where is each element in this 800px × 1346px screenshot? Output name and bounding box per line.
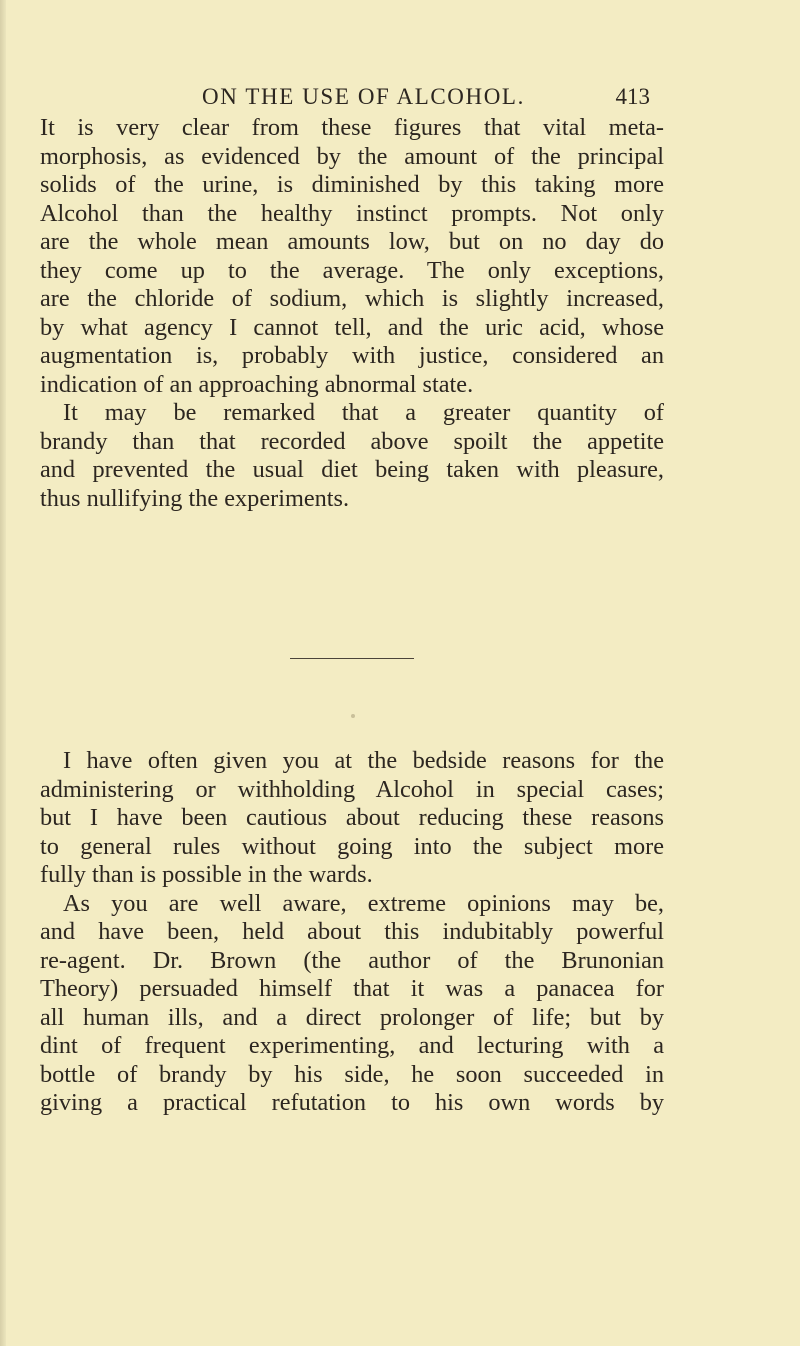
- text-line: and have been, held about this indubitably powerful: [40, 918, 664, 945]
- text-line: indication of an approaching abnormal state.: [40, 370, 474, 398]
- text-line: are the chloride of sodium, which is slightly increased,: [40, 285, 664, 312]
- page-number: 413: [615, 84, 650, 109]
- text-line: Theory) persuaded himself that it was a panacea for: [40, 975, 664, 1002]
- text-line: by what agency I cannot tell, and the uric acid, whose: [40, 313, 664, 341]
- section-divider-rule: [290, 658, 414, 659]
- running-title: ON THE USE OF ALCOHOL.: [202, 84, 525, 109]
- text-line: Alcohol than the healthy instinct prompts. Not only: [40, 199, 664, 227]
- text-line: administering or withholding Alcohol in special cases;: [40, 775, 664, 803]
- running-head: [160, 84, 650, 114]
- text-line: but I have been cautious about reducing these reasons: [40, 804, 664, 831]
- text-line: dint of frequent experimenting, and lecturing with a: [40, 1032, 664, 1059]
- text-line: and prevented the usual diet being taken with pleasure,: [40, 456, 664, 483]
- paragraph-block-2: [40, 747, 664, 1118]
- text-line: brandy than that recorded above spoilt the appetite: [40, 427, 664, 455]
- text-line: to general rules without going into the subject more: [40, 832, 664, 860]
- text-line: It is very clear from these figures that vital meta-: [40, 114, 664, 141]
- text-line: augmentation is, probably with justice, considered an: [40, 342, 664, 369]
- text-line: all human ills, and a direct prolonger of life; but by: [40, 1003, 664, 1031]
- text-line: I have often given you at the bedside reasons for the: [63, 747, 664, 774]
- text-line: morphosis, as evidenced by the amount of the principal: [40, 142, 664, 170]
- paragraph-block-1: [40, 114, 664, 513]
- text-line: fully than is possible in the wards.: [40, 861, 373, 888]
- paper-speck: [351, 714, 355, 718]
- text-line: re-agent. Dr. Brown (the author of the Brunonian: [40, 946, 664, 974]
- text-line: bottle of brandy by his side, he soon succeeded in: [40, 1060, 664, 1088]
- text-line: giving a practical refutation to his own words by: [40, 1089, 664, 1116]
- text-line: are the whole mean amounts low, but on no day do: [40, 228, 664, 255]
- text-line: It may be remarked that a greater quantity of: [63, 399, 664, 426]
- text-line: they come up to the average. The only exceptions,: [40, 256, 664, 284]
- text-line: As you are well aware, extreme opinions may be,: [63, 889, 664, 917]
- text-line: solids of the urine, is diminished by this taking more: [40, 171, 664, 198]
- text-line: thus nullifying the experiments.: [40, 484, 350, 512]
- page-edge-shadow: [0, 0, 6, 1346]
